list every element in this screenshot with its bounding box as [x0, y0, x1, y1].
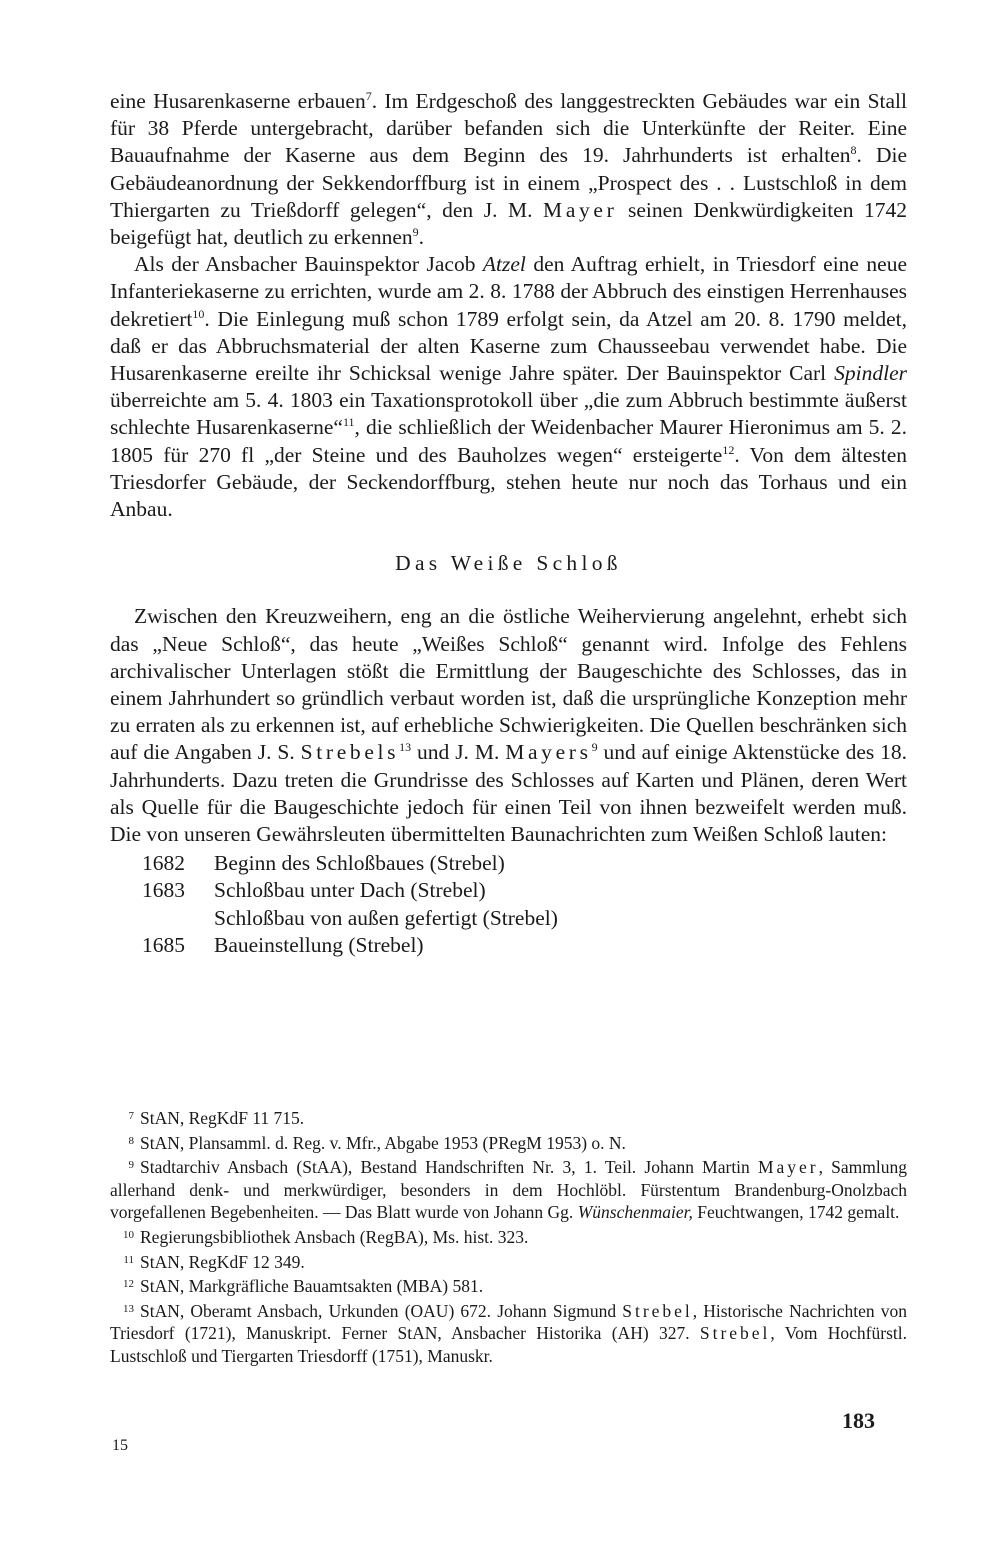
chronology-list [110, 850, 907, 959]
text-run: Als der Ansbacher Bauinspektor Jacob [134, 252, 483, 277]
chronology-text: Beginn des Schloßbaues (Strebel) [214, 851, 505, 876]
footnote-ref: 12 [722, 442, 735, 457]
footnote-number: 9 [128, 1159, 134, 1172]
footnote-7 [110, 1105, 907, 1130]
italic-name: Spindler [834, 361, 907, 386]
paragraph-2 [110, 251, 907, 523]
spaced-name: Mayers [505, 740, 592, 765]
footnote-12 [110, 1273, 907, 1298]
spaced-name: Strebel [622, 1300, 693, 1321]
footnote-ref: 9 [412, 225, 419, 240]
footnote-ref: 9 [591, 740, 598, 755]
main-text [110, 88, 907, 959]
footnote-text: , Vom Hochfürstl. Lustschloß und Tiergarten Triesdorff (1751), Manuskr. [110, 1323, 907, 1366]
chronology-item [110, 932, 907, 959]
footnote-text: StAN, Oberamt Ansbach, Urkunden (OAU) 672. Johann Sigmund [140, 1300, 623, 1321]
spaced-name: Mayer [543, 197, 618, 222]
footnote-text: Stadtarchiv Ansbach (StAA), Bestand Handschriften Nr. 3, 1. Teil. Johann Martin [140, 1157, 759, 1178]
footnote-text: , Sammlung allerhand denk- und merkwürdiger, besonders in dem Hochlöbl. Fürstentum Brandenburg-Onolzbach vorgefallenen Begebenheiten. — Das Blatt wurde von Johann Gg. [110, 1157, 907, 1223]
footnote-text: StAN, Markgräfliche Bauamtsakten (MBA) 581. [140, 1276, 484, 1297]
page-number: 183 [842, 1408, 875, 1433]
text-run: . Die Gebäudeanordnung der Sekkendorffburg ist in einem „Prospect des . . Lustschloß in dem Thiergarten zu Trießdorff gelegen“, den J. M. [110, 143, 908, 222]
chronology-year [110, 905, 214, 932]
footnote-ref: 10 [192, 306, 205, 321]
section-heading: Das Weiße Schloß [395, 551, 622, 576]
chronology-item [110, 905, 907, 932]
footnote-ref: 11 [342, 415, 355, 430]
text-run: und auf einige Aktenstücke des 18. Jahrhunderts. Dazu treten die Grundrisse des Schlosses auf Karten und Plänen, deren Wert als Quelle für die Baugeschichte jedoch für einen Teil von ihnen bezweifelt werden muß. Die von unseren Gewährsleuten übermittelten Baunachrichten zum Weißen Schloß lauten: [110, 740, 907, 847]
text-run: . [418, 225, 425, 250]
footnote-8 [110, 1130, 907, 1155]
spaced-name: Strebels [300, 740, 400, 765]
paragraph-1 [110, 88, 907, 251]
chronology-year: 1682 [142, 851, 185, 876]
chronology-item [110, 850, 907, 877]
paragraph-3 [110, 603, 907, 848]
text-run: . Im Erdgeschoß des langgestreckten Gebäudes war ein Stall für 38 Pferde untergebracht, darüber befanden sich die Unterkünfte der Reiter. Eine Bauaufnahme der Kaserne aus dem Beginn des 19. Jahrhunderts ist erhalten [110, 89, 908, 168]
chronology-text: Schloßbau unter Dach (Strebel) [214, 878, 486, 903]
text-run: seinen Denkwürdigkeiten 1742 beigefügt hat, deutlich zu erkennen [110, 197, 908, 250]
footnote-number: 10 [123, 1228, 134, 1241]
footnote-number: 7 [128, 1110, 134, 1122]
text-run: überreichte am 5. 4. 1803 ein Taxationsprotokoll über „die zum Abbruch bestimmte äußerst schlechte Husarenkaserne“ [110, 388, 907, 440]
footnote-number: 13 [123, 1302, 134, 1315]
text-run: . Von dem ältesten Triesdorfer Gebäude, der Seckendorffburg, stehen heute nur noch das Torhaus und ein Anbau. [110, 442, 907, 522]
chronology-year: 1683 [142, 878, 185, 903]
footnote-text: StAN, Plansamml. d. Reg. v. Mfr., Abgabe 1953 (PRegM 1953) o. N. [140, 1132, 626, 1153]
text-run: den Auftrag erhielt, in Triesdorf eine neue Infanteriekaserne zu errichten, wurde am 2. 8. 1788 der Abbruch des einstigen Herrenhauses dekretiert [110, 252, 908, 331]
text-run: , die schließlich der Weidenbacher Maurer Hieronimus am 5. 2. 1805 für 270 fl „der Steine und des Bauholzes wegen“ ersteigerte [110, 415, 907, 467]
footnote-number: 12 [123, 1278, 134, 1291]
footnote-ref: 7 [365, 89, 372, 103]
footnote-ref: 13 [399, 740, 412, 755]
text-run: Zwischen den Kreuzweihern, eng an die östliche Weihervierung angelehnt, erhebt sich das „Neue Schloß“, das heute „Weißes Schloß“ genannt wird. Infolge des Fehlens archivalischer Unterlagen stößt die Ermittlung der Baugeschichte des Schlosses, das in einem Jahrhundert so gründlich verbaut worden ist, daß die ursprüngliche Konzeption mehr zu erraten als zu erkennen ist, auf erhebliche Schwierigkeiten. Die Quellen beschränken sich auf die Angaben J. S. [110, 604, 907, 765]
footnote-9 [110, 1154, 907, 1224]
footnote-number: 8 [128, 1134, 134, 1147]
footnote-11 [110, 1249, 907, 1274]
spaced-name: Strebel [699, 1323, 771, 1344]
footnote-number: 11 [123, 1253, 134, 1266]
text-run: . Die Einlegung muß schon 1789 erfolgt sein, da Atzel am 20. 8. 1790 meldet, daß er das Abbruchsmaterial der alten Kaserne zum Chausseebau verwendet habe. Die Husarenkaserne ereilte ihr Schicksal wenige Jahre später. Der Bauinspektor Carl [110, 306, 907, 386]
footnotes [110, 1105, 907, 1368]
footnote-ref: 8 [850, 143, 857, 158]
footnote-text: StAN, RegKdF 12 349. [140, 1251, 305, 1272]
italic-name: Atzel [482, 252, 526, 277]
footnote-13 [110, 1298, 907, 1368]
footnote-text: Feuchtwangen, 1742 gemalt. [692, 1202, 900, 1223]
spaced-name: Mayer [758, 1157, 819, 1178]
signature-mark: 15 [112, 1437, 128, 1454]
footnote-text: Regierungsbibliothek Ansbach (RegBA), Ms. hist. 323. [140, 1226, 529, 1247]
text-run: eine Husarenkaserne erbauen [110, 89, 366, 113]
chronology-year: 1685 [142, 932, 185, 957]
chronology-item [110, 877, 907, 904]
chronology-text: Schloßbau von außen gefertigt (Strebel) [214, 905, 558, 930]
text-run: und J. M. [411, 740, 506, 765]
footnote-text: StAN, RegKdF 11 715. [140, 1108, 305, 1128]
chronology-text: Baueinstellung (Strebel) [214, 932, 424, 957]
italic-name: Wünschenmaier, [577, 1202, 693, 1223]
footnote-text: , Historische Nachrichten von Triesdorf (1721), Manuskript. Ferner StAN, Ansbacher Historika (AH) 327. [110, 1300, 908, 1344]
footnote-10 [110, 1224, 907, 1249]
